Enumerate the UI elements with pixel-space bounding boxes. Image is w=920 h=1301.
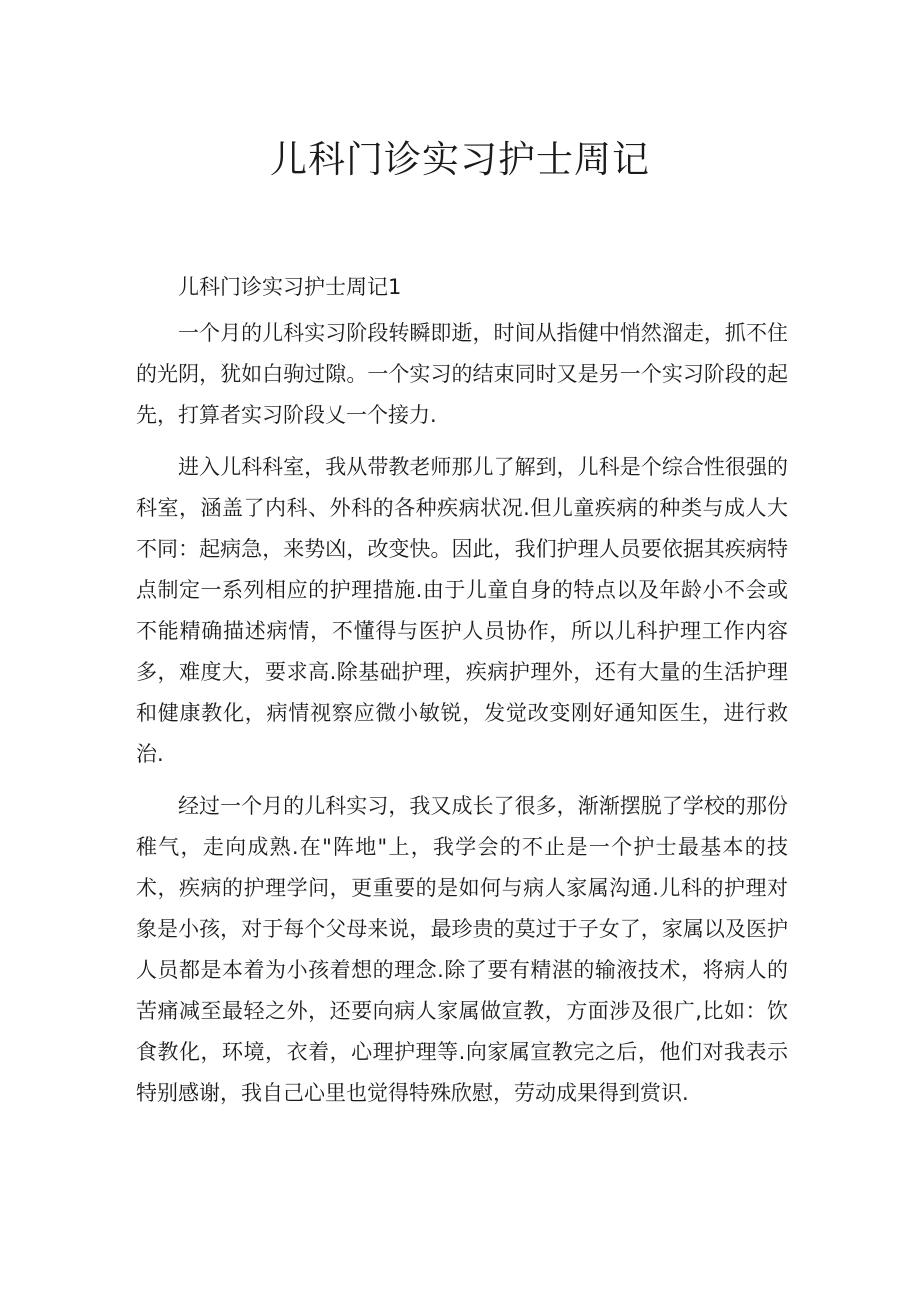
paragraph-3: 经过一个月的儿科实习，我又成长了很多，渐渐摆脱了学校的那份稚气，走向成熟.在"阵地"上，我学会的不止是一个护士最基本的技术，疾病的护理学问，更重要的是如何与病人家属沟通.儿科的护理对象是小孩，对于每个父母来说，最珍贵的莫过于子女了，家属以及医护人员都是本着为小孩着想的理念.除了要有精湛的输液技术，将病人的苦痛减至最轻之外，还要向病人家属做宣教，方面涉及很广,比如：饮食教化，环境，衣着，心理护理等.向家属宣教完之后，他们对我表示特别感谢，我自己心里也觉得特殊欣慰，劳动成果得到赏识.	[136, 794, 788, 1105]
paragraph-1: 一个月的儿科实习阶段转瞬即逝，时间从指健中悄然溜走，抓不住的光阴，犹如白驹过隙。一个实习的结束同时又是另一个实习阶段的起先，打算者实习阶段乂一个接力.	[136, 321, 788, 427]
document-title: 儿科门诊实习护士周记	[270, 138, 650, 181]
section-heading: 儿科门诊实习护士周记1	[178, 275, 402, 299]
document-body	[136, 272, 788, 1125]
paragraph-2: 进入儿科科室，我从带教老师那儿了解到，儿科是个综合性很强的科室，涵盖了内科、外科的各种疾病状况.但儿童疾病的种类与成人大不同：起病急，来势凶，改变快。因此，我们护理人员要依据其疾病特点制定一系列相应的护理措施.由于儿童自身的特点以及年龄小不会或不能精确描述病情，不懂得与医护人员协作，所以儿科护理工作内容多，难度大，要求高.除基础护理，疾病护理外，还有大量的生活护理和健康教化，病情视察应微小敏锐，发觉改变刚好通知医生，进行救治.	[136, 455, 788, 766]
